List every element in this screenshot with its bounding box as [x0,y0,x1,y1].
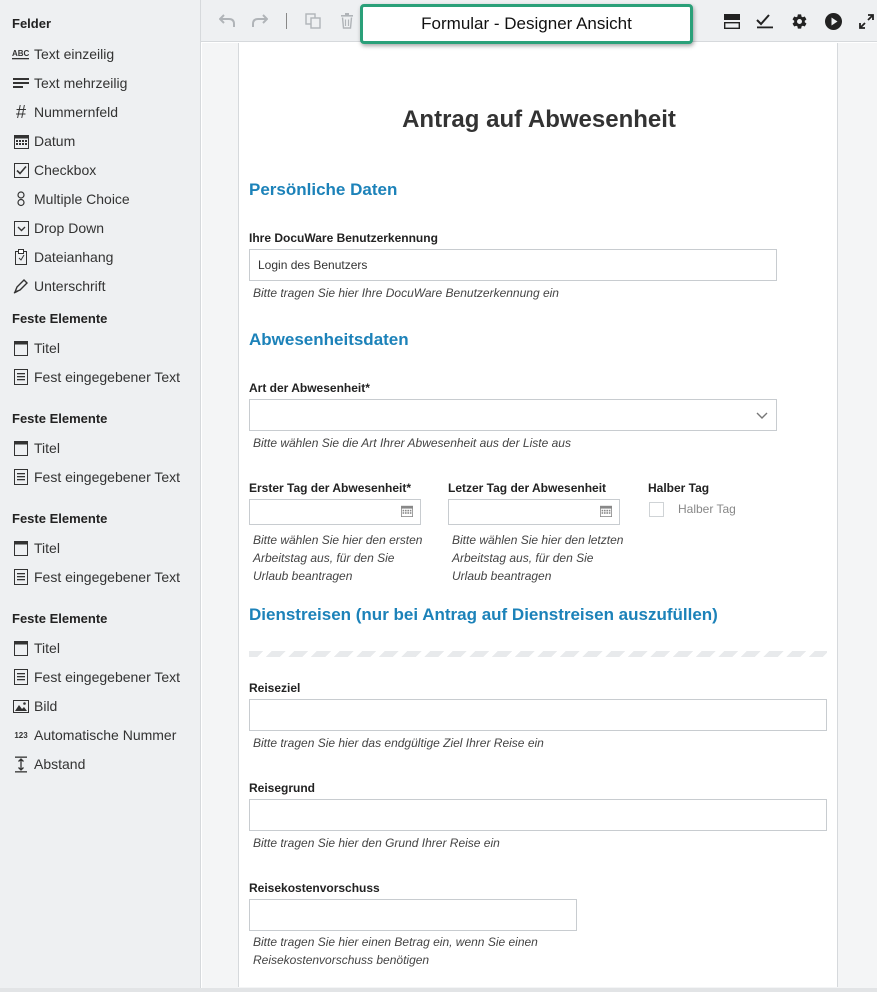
palette-label: Text einzeilig [34,46,115,62]
palette-fixed-text[interactable] [12,566,180,588]
palette-title[interactable] [12,537,60,559]
palette-title[interactable] [12,437,60,459]
half-day-checkbox[interactable] [649,502,664,517]
redo-icon[interactable] [249,10,271,32]
form-title[interactable]: Antrag auf Abwesenheit [402,106,676,133]
hint-line: Arbeitstag aus, für den Sie [253,551,395,565]
hint-line: Urlaub beantragen [253,569,353,583]
fixed-text-icon [12,368,30,386]
palette-title[interactable] [12,337,60,359]
hash-icon: # [15,101,26,122]
palette-label: Text mehrzeilig [34,75,128,91]
palette-label: Automatische Nummer [34,727,177,743]
palette-attachment[interactable] [12,246,113,268]
feste-elemente-heading: Feste Elemente [12,411,108,426]
undo-icon[interactable] [216,10,238,32]
absence-type-dropdown[interactable] [249,399,777,431]
hint-line: Arbeitstag aus, für den Sie [452,551,594,565]
palette-label: Bild [34,698,58,714]
dropdown-icon [12,219,30,237]
play-icon[interactable] [822,10,844,32]
chevron-down-icon [756,409,768,423]
field-palette-sidebar [0,0,201,988]
palette-image[interactable] [12,695,57,717]
palette-label: Fest eingegebener Text [34,569,181,585]
reason-hint: Bitte tragen Sie hier den Grund Ihrer Reise ein [253,836,500,850]
palette-dropdown[interactable] [12,217,104,239]
hint-line: Reisekostenvorschuss benötigen [253,953,430,967]
reason-label: Reisegrund [249,781,316,795]
fixed-text-icon [12,668,30,686]
fixed-text-icon [12,468,30,486]
palette-label: Nummernfeld [34,104,119,120]
advance-hint [253,933,538,969]
palette-multiple-choice[interactable] [12,188,130,210]
image-icon [12,697,30,715]
expand-icon[interactable] [855,10,877,32]
first-day-label: Erster Tag der Abwesenheit* [249,481,412,495]
designer-view-callout: Formular - Designer Ansicht [360,4,693,44]
user-id-label: Ihre DocuWare Benutzerkennung [249,231,438,245]
palette-text-single[interactable] [12,43,114,65]
form-page [238,43,838,987]
last-day-date-field[interactable] [448,499,620,525]
calendar-icon [12,132,30,150]
palette-label: Dateianhang [34,249,114,265]
svg-text:ABC: ABC [12,49,30,58]
absence-type-hint: Bitte wählen Sie die Art Ihrer Abwesenheit aus der Liste aus [253,436,571,450]
palette-signature[interactable] [12,275,106,297]
destination-label: Reiseziel [249,681,301,695]
palette-label: Titel [34,540,60,556]
calendar-icon[interactable] [600,505,612,520]
section-personal-data[interactable]: Persönliche Daten [249,180,398,199]
fixed-text-icon [12,568,30,586]
title-icon [12,439,30,457]
user-id-value: Login des Benutzers [258,258,368,272]
calendar-icon[interactable] [401,505,413,520]
advance-label: Reisekostenvorschuss [249,881,380,895]
checkbox-icon [12,161,30,179]
palette-label: Fest eingegebener Text [34,369,181,385]
palette-date[interactable] [12,130,75,152]
hint-line: Urlaub beantragen [452,569,552,583]
palette-label: Fest eingegebener Text [34,469,181,485]
advance-field[interactable] [249,899,577,931]
palette-label: Drop Down [34,220,105,236]
first-day-hint [253,531,422,585]
hint-line: Bitte wählen Sie hier den ersten [253,533,423,547]
toolbar-separator [286,13,287,29]
layout-icon[interactable] [721,10,743,32]
destination-hint: Bitte tragen Sie hier das endgültige Ziel Ihrer Reise ein [253,736,544,750]
palette-checkbox[interactable] [12,159,96,181]
palette-text-multi[interactable] [12,72,127,94]
feste-elemente-heading: Feste Elemente [12,311,108,326]
title-icon [12,339,30,357]
half-day-checkbox-label: Halber Tag [678,502,736,516]
palette-auto-number[interactable] [12,724,176,746]
felder-heading: Felder [12,16,52,31]
palette-label: Datum [34,133,76,149]
palette-number[interactable] [12,101,118,123]
copy-icon[interactable] [302,10,324,32]
palette-label: Fest eingegebener Text [34,669,181,685]
title-icon [12,539,30,557]
palette-label: Titel [34,340,60,356]
abc-text-icon [12,45,30,63]
user-id-hint: Bitte tragen Sie hier Ihre DocuWare Benutzerkennung ein [253,286,559,300]
palette-label: Titel [34,440,60,456]
multiline-text-icon [12,74,30,92]
gear-icon[interactable] [788,10,810,32]
section-absence-data[interactable]: Abwesenheitsdaten [249,330,409,349]
last-day-hint [452,531,623,585]
signature-icon [12,277,30,295]
section-business-travel[interactable]: Dienstreisen (nur bei Antrag auf Dienstreisen auszufüllen) [249,605,718,624]
hint-line: Bitte tragen Sie hier einen Betrag ein, wenn Sie einen [253,935,538,949]
first-day-date-field[interactable] [249,499,421,525]
bottom-scroll-track [0,988,877,992]
hint-line: Bitte wählen Sie hier den letzten [452,533,624,547]
palette-spacing[interactable] [12,753,85,775]
reason-field[interactable] [249,799,827,831]
feste-elemente-heading: Feste Elemente [12,511,108,526]
feste-elemente-heading: Feste Elemente [12,611,108,626]
attachment-icon [12,248,30,266]
palette-label: Titel [34,640,60,656]
spacing-divider[interactable] [249,651,827,657]
spacing-icon [12,755,30,773]
multiple-choice-icon [12,190,30,208]
half-day-label: Halber Tag [648,481,710,495]
palette-fixed-text[interactable] [12,366,180,388]
user-id-field[interactable] [249,249,777,281]
palette-fixed-text[interactable] [12,666,180,688]
palette-label: Multiple Choice [34,191,130,207]
last-day-label: Letzer Tag der Abwesenheit [448,481,607,495]
absence-type-label: Art der Abwesenheit* [249,381,370,395]
palette-title[interactable] [12,637,60,659]
auto-number-icon: 123 [14,730,28,740]
palette-label: Abstand [34,756,86,772]
palette-fixed-text[interactable] [12,466,180,488]
title-icon [12,639,30,657]
palette-label: Checkbox [34,162,97,178]
palette-label: Unterschrift [34,278,106,294]
delete-icon[interactable] [336,10,358,32]
destination-field[interactable] [249,699,827,731]
checklist-icon[interactable] [754,10,776,32]
